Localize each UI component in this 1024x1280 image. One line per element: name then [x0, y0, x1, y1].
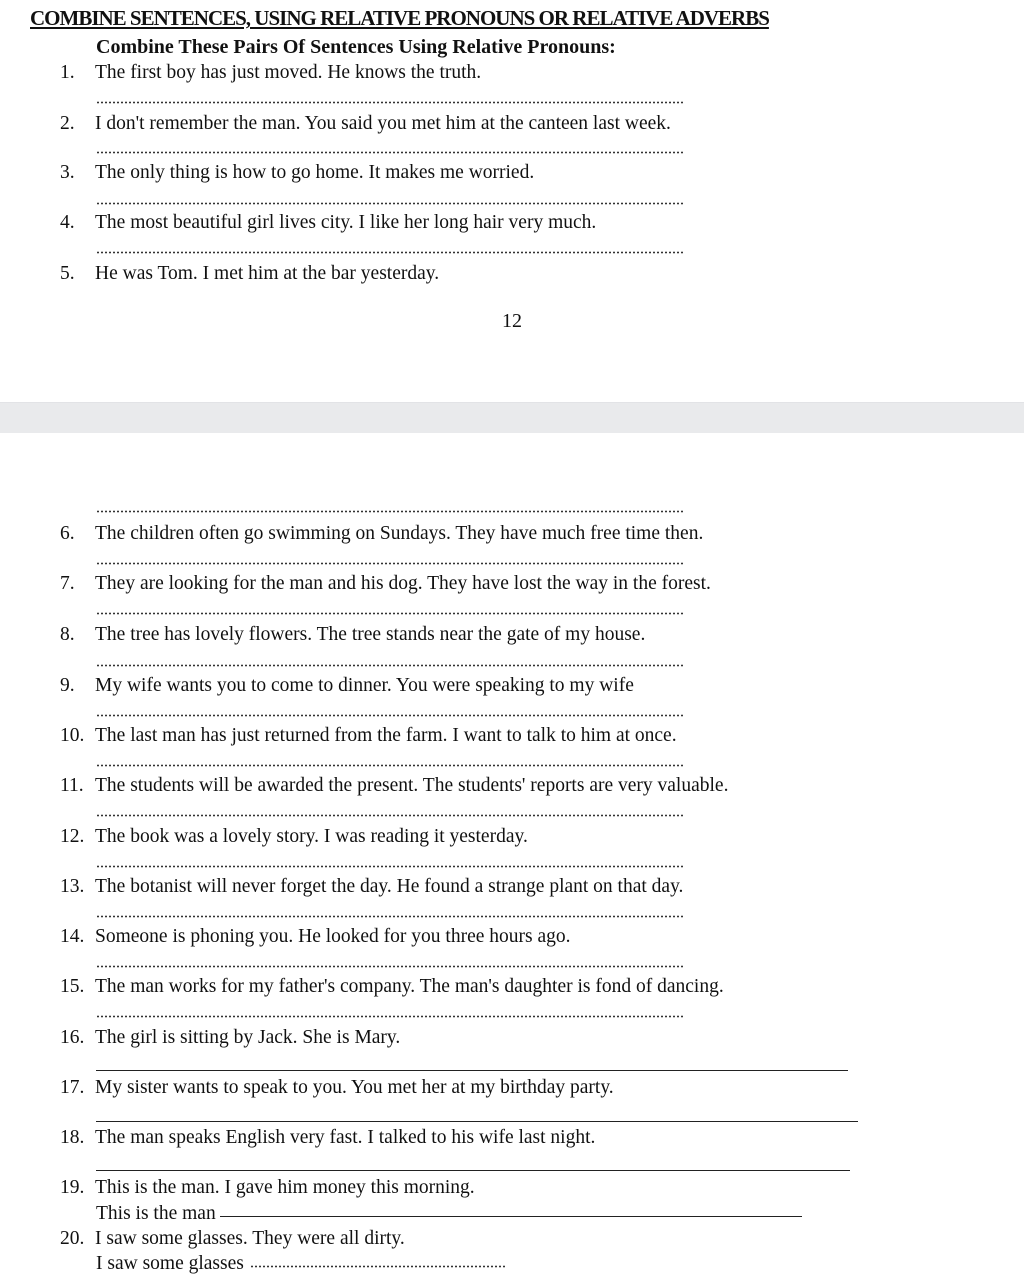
question-16 [60, 1027, 400, 1049]
question-3 [60, 162, 534, 184]
question-number: 10. [60, 725, 85, 746]
question-number: 2. [60, 113, 75, 134]
question-number: 3. [60, 162, 75, 183]
answer-line-15[interactable] [96, 1015, 684, 1018]
question-text: I saw some glasses. They were all dirty. [95, 1228, 405, 1249]
question-text: The botanist will never forget the day. He found a strange plant on that day. [95, 876, 684, 897]
question-number: 12. [60, 826, 85, 847]
question-number: 18. [60, 1127, 85, 1148]
question-text: The man speaks English very fast. I talked to his wife last night. [95, 1127, 596, 1148]
question-17 [60, 1077, 614, 1099]
question-text: This is the man. I gave him money this morning. [95, 1177, 475, 1198]
question-number: 6. [60, 523, 75, 544]
question-text: The only thing is how to go home. It makes me worried. [95, 162, 535, 183]
question-1 [60, 62, 481, 84]
question-20 [60, 1228, 405, 1250]
section-heading: Combine These Pairs Of Sentences Using Relative Pronouns: [96, 36, 616, 58]
question-number: 9. [60, 675, 75, 696]
question-text: The tree has lovely flowers. The tree stands near the gate of my house. [95, 624, 646, 645]
question-number: 7. [60, 573, 75, 594]
answer-line-1[interactable] [96, 101, 684, 104]
question-6 [60, 523, 703, 545]
answer-line-18[interactable] [96, 1170, 850, 1171]
question-14 [60, 926, 571, 948]
page-top [0, 0, 1024, 402]
question-13 [60, 876, 683, 898]
question-number: 8. [60, 624, 75, 645]
question-number: 20. [60, 1228, 85, 1249]
question-number: 15. [60, 976, 85, 997]
question-9 [60, 675, 634, 697]
answer-line-19[interactable] [220, 1216, 802, 1217]
question-number: 1. [60, 62, 75, 83]
question-text: The man works for my father's company. The man's daughter is fond of dancing. [95, 976, 724, 997]
question-number: 5. [60, 263, 75, 284]
question-text: I don't remember the man. You said you met him at the canteen last week. [95, 113, 671, 134]
question-text: The girl is sitting by Jack. She is Mary. [95, 1027, 401, 1048]
worksheet-title: COMBINE SENTENCES, USING RELATIVE PRONOUNS OR RELATIVE ADVERBS [30, 6, 769, 30]
answer-line-4[interactable] [96, 251, 684, 254]
page-separator [0, 402, 1024, 434]
question-4 [60, 212, 596, 234]
answer-line-6[interactable] [96, 562, 684, 565]
question-10 [60, 725, 677, 747]
answer-line-16[interactable] [96, 1070, 848, 1071]
answer-line-13[interactable] [96, 915, 684, 918]
question-text: Someone is phoning you. He looked for you three hours ago. [95, 926, 571, 947]
answer-line-8[interactable] [96, 664, 684, 667]
question-7 [60, 573, 711, 595]
answer-line-5[interactable] [96, 510, 684, 513]
question-number: 17. [60, 1077, 85, 1098]
answer-line-20[interactable] [250, 1265, 506, 1268]
answer-line-3[interactable] [96, 202, 684, 205]
answer-line-14[interactable] [96, 965, 684, 968]
answer-line-17[interactable] [96, 1121, 858, 1122]
answer-line-2[interactable] [96, 151, 684, 154]
answer-line-11[interactable] [96, 814, 684, 817]
question-11 [60, 775, 728, 797]
page-bottom [0, 433, 1024, 1280]
continuation-19 [96, 1203, 802, 1225]
continuation-text: I saw some glasses [96, 1253, 244, 1274]
question-number: 19. [60, 1177, 85, 1198]
question-text: He was Tom. I met him at the bar yesterday. [95, 263, 440, 284]
question-number: 4. [60, 212, 75, 233]
question-number: 13. [60, 876, 85, 897]
question-2 [60, 113, 671, 135]
question-15 [60, 976, 724, 998]
question-text: The most beautiful girl lives city. I like her long hair very much. [95, 212, 597, 233]
answer-line-12[interactable] [96, 865, 684, 868]
question-18 [60, 1127, 595, 1149]
answer-line-9[interactable] [96, 714, 684, 717]
answer-line-7[interactable] [96, 612, 684, 615]
answer-line-10[interactable] [96, 764, 684, 767]
question-text: The last man has just returned from the farm. I want to talk to him at once. [95, 725, 677, 746]
question-19 [60, 1177, 475, 1199]
question-number: 16. [60, 1027, 85, 1048]
question-text: The students will be awarded the present. The students' reports are very valuable. [95, 775, 729, 796]
question-number: 11. [60, 775, 84, 796]
page-number: 12 [502, 310, 522, 332]
question-text: My wife wants you to come to dinner. You were speaking to my wife [95, 675, 634, 696]
continuation-20 [96, 1253, 506, 1275]
question-text: They are looking for the man and his dog. They have lost the way in the forest. [95, 573, 711, 594]
question-5 [60, 263, 439, 285]
question-8 [60, 624, 645, 646]
question-12 [60, 826, 528, 848]
question-text: The children often go swimming on Sundays. They have much free time then. [95, 523, 704, 544]
question-number: 14. [60, 926, 85, 947]
continuation-text: This is the man [96, 1203, 216, 1224]
question-text: My sister wants to speak to you. You met her at my birthday party. [95, 1077, 614, 1098]
question-text: The book was a lovely story. I was reading it yesterday. [95, 826, 528, 847]
question-text: The first boy has just moved. He knows the truth. [95, 62, 482, 83]
